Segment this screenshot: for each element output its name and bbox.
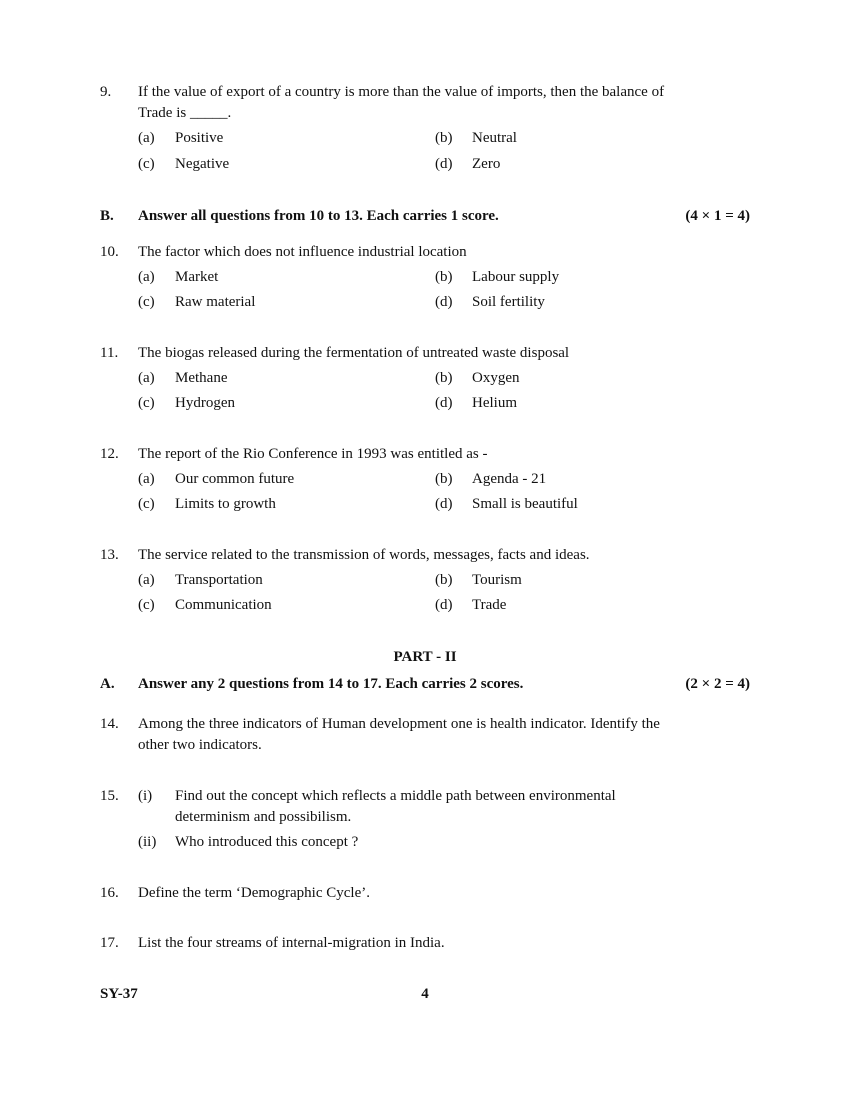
question-number: 14. [100,716,119,732]
subquestion-key: (ii) [138,834,157,850]
option-key: (d) [435,395,453,411]
question-number: 13. [100,547,119,563]
question-text-cont: other two indicators. [138,737,262,753]
subquestion-text-cont: determinism and possibilism. [175,809,352,825]
subquestion-text: Who introduced this concept ? [175,834,359,850]
option-text: Market [175,269,219,285]
question-text: Define the term ‘Demographic Cycle’. [138,885,370,901]
option-key: (a) [138,370,155,386]
option-text: Tourism [472,572,522,588]
option-text: Hydrogen [175,395,235,411]
option-text: Methane [175,370,228,386]
page-number: 4 [421,986,429,1002]
question-number: 10. [100,244,119,260]
option-key: (b) [435,269,453,285]
question-text: The factor which does not influence industrial location [138,244,467,260]
section-label: A. [100,676,115,692]
option-text: Oxygen [472,370,520,386]
question-number: 16. [100,885,119,901]
option-text: Positive [175,130,224,146]
option-key: (a) [138,130,155,146]
section-instruction: Answer any 2 questions from 14 to 17. Each carries 2 scores. [138,676,524,692]
option-key: (c) [138,294,155,310]
option-text: Agenda - 21 [472,471,547,487]
option-key: (b) [435,572,453,588]
option-key: (a) [138,572,155,588]
option-text: Negative [175,156,230,172]
question-number: 12. [100,446,119,462]
option-text: Limits to growth [175,496,276,512]
question-text: The report of the Rio Conference in 1993 was entitled as - [138,446,488,462]
option-text: Raw material [175,294,256,310]
option-key: (c) [138,496,155,512]
option-key: (c) [138,395,155,411]
option-text: Our common future [175,471,295,487]
subquestion-text: Find out the concept which reflects a middle path between environmental [175,788,616,804]
section-score: (4 × 1 = 4) [685,208,750,224]
option-key: (d) [435,156,453,172]
question-number: 15. [100,788,119,804]
section-label: B. [100,208,114,224]
question-number: 17. [100,935,119,951]
option-text: Trade [472,597,507,613]
option-text: Soil fertility [472,294,545,310]
question-text-cont: Trade is _____. [138,105,232,121]
option-key: (a) [138,471,155,487]
option-key: (a) [138,269,155,285]
section-instruction: Answer all questions from 10 to 13. Each carries 1 score. [138,208,499,224]
option-key: (d) [435,496,453,512]
option-key: (d) [435,597,453,613]
option-text: Transportation [175,572,263,588]
question-text: List the four streams of internal-migration in India. [138,935,445,951]
option-text: Small is beautiful [472,496,578,512]
option-key: (b) [435,471,453,487]
question-text: Among the three indicators of Human development one is health indicator. Identify the [138,716,660,732]
question-text: If the value of export of a country is more than the value of imports, then the balance of [138,84,665,100]
question-text: The service related to the transmission of words, messages, facts and ideas. [138,547,590,563]
option-key: (b) [435,130,453,146]
question-number: 9. [100,84,112,100]
option-key: (c) [138,156,155,172]
option-key: (c) [138,597,155,613]
option-text: Neutral [472,130,517,146]
option-text: Communication [175,597,272,613]
option-text: Helium [472,395,517,411]
part-title: PART - II [393,649,457,665]
paper-code: SY-37 [100,986,138,1002]
question-text: The biogas released during the fermentation of untreated waste disposal [138,345,570,361]
option-key: (b) [435,370,453,386]
option-text: Zero [472,156,501,172]
subquestion-key: (i) [138,788,153,804]
question-number: 11. [100,345,119,361]
option-text: Labour supply [472,269,560,285]
option-key: (d) [435,294,453,310]
section-score: (2 × 2 = 4) [685,676,750,692]
